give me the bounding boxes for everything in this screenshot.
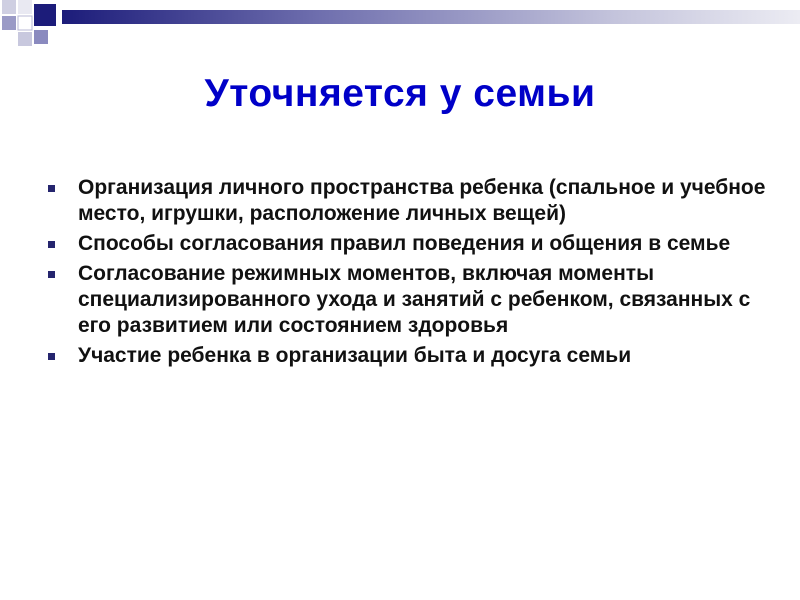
list-item [46,261,766,339]
bullet-text: Участие ребенка в организации быта и досуга семьи [78,344,632,367]
list-item [46,231,766,257]
bullet-text: Организация личного пространства ребенка (спальное и учебное место, игрушки, расположение личных вещей) [78,176,766,225]
list-item [46,343,766,369]
square-bullet-icon [48,241,55,248]
header-decoration [0,0,800,52]
bullet-list [46,175,766,373]
square-bullet-icon [48,271,55,278]
square-bullet-icon [48,185,55,192]
slide-title: Уточняется у семьи [204,72,596,115]
square-bullet-icon [48,353,55,360]
bullet-text: Способы согласования правил поведения и общения в семье [78,232,731,255]
bullet-text: Согласование режимных моментов, включая моменты специализированного ухода и занятий с ребенком, связанных с его развитием или состоянием здоровья [78,262,751,337]
list-item [46,175,766,227]
